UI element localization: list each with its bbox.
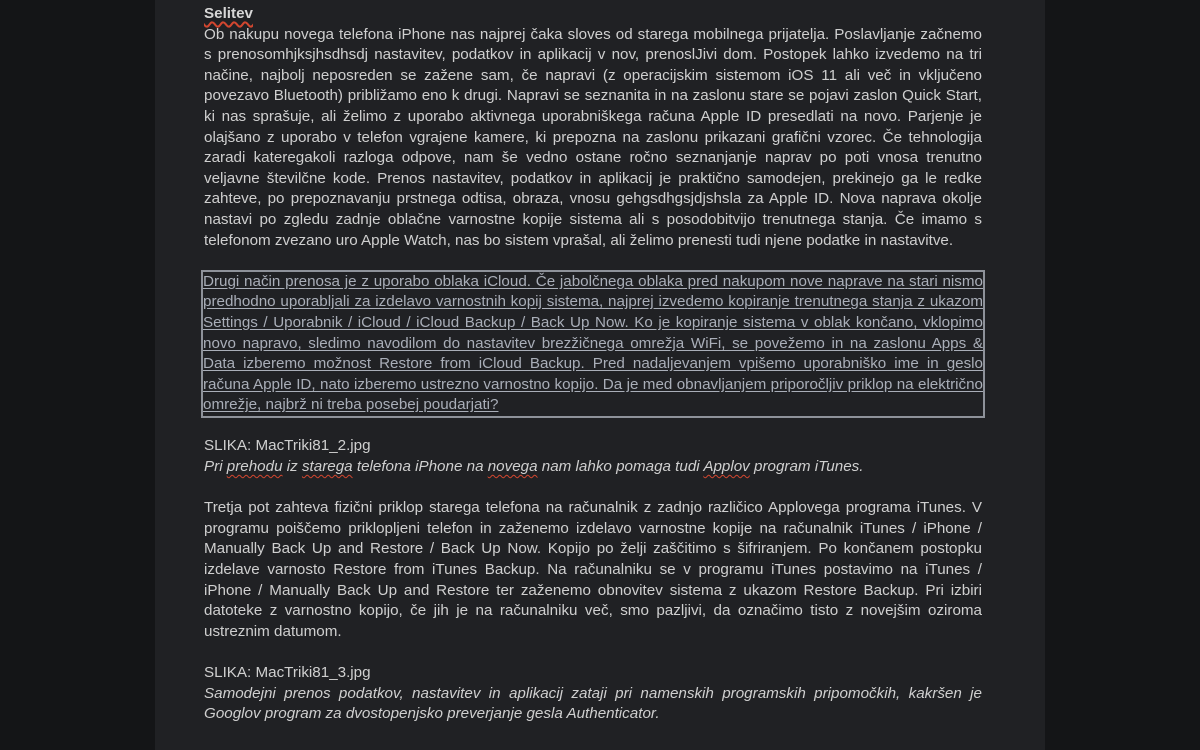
misspelled-word[interactable]: prehodu <box>226 458 283 476</box>
misspelled-word[interactable]: starega <box>301 458 353 476</box>
image-label-1: SLIKA: MacTriki81_2.jpg <box>204 437 371 455</box>
image-caption-1 <box>204 457 982 478</box>
caption-text: iz <box>282 458 302 476</box>
misspelled-word[interactable]: novega <box>487 458 538 476</box>
paragraph-gap <box>204 642 982 663</box>
paragraph-gap <box>204 251 982 272</box>
image-caption-2: Samodejni prenos podatkov, nastavitev in aplikacij zataji pri namenskih programskih pripomočkih, kakršen je Googlov program za dvostopenjsko preverjanje gesla Authenticator. <box>204 684 982 723</box>
caption-text: nam lahko pomaga tudi <box>537 458 704 476</box>
image-label-2: SLIKA: MacTriki81_3.jpg <box>204 664 371 681</box>
paragraph-gap <box>204 416 982 437</box>
section-heading: Selitev <box>204 5 253 22</box>
caption-text: program iTunes. <box>749 458 864 476</box>
paragraph-third: Tretja pot zahteva fizični priklop starega telefona na računalnik z zadnjo različico Applovega programa iTunes. V programu poiščemo priklopljeni telefon in zaženemo izdelavo varnostne kopije na računalnik iTunes / iPhone / Manually Back Up and Restore / Back Up Now. Kopijo po želji zaščitimo s šifriranjem. Po končanem postopku izdelave varnosto Restore from iTunes Backup. Na računalniku se v programu iTunes postavimo na iTunes / iPhone / Manually Back Up and Restore ter zaženemo obnovitev sistema z ukazom Restore Backup. Pri izbiri datoteke z varnostno kopijo, če jih je na računalniku več, smo pazljivi, da označimo tisto z novejšim oziroma ustreznim datumom. <box>204 499 982 640</box>
document-content[interactable] <box>204 4 982 725</box>
caption-text: telefona iPhone na <box>352 458 488 476</box>
caption-text: Pri <box>204 458 227 476</box>
paragraph-gap <box>204 478 982 499</box>
selected-paragraph[interactable]: Drugi način prenosa je z uporabo oblaka iCloud. Če jabolčnega oblaka pred nakupom nove naprave na stari nismo predhodno uporabljali za izdelavo varnostnih kopij sistema, najprej izvedemo kopiranje trenutnega stanja z ukazom Settings / Uporabnik / iCloud / iCloud Backup / Back Up Now. Ko je kopiranje sistema v oblak končano, vklopimo novo napravo, sledimo navodilom do nastavitev brezžičnega omrežja WiFi, se povežemo in na zaslonu Apps & Data izberemo možnost Restore from iCloud Backup. Pred nadaljevanjem vpišemo uporabniško ime in geslo računa Apple ID, nato izberemo ustrezno varnostno kopijo. Da je med obnavljanjem priporočljiv priklop na električno omrežje, najbrž ni treba posebej poudarjati? <box>203 272 983 416</box>
misspelled-word[interactable]: Applov <box>703 458 750 476</box>
paragraph-first: Ob nakupu novega telefona iPhone nas najprej čaka sloves od starega mobilnega prijatelja. Poslavljanje začnemo s prenosomhjksjhsdhsdj nastavitev, podatkov in aplikacij v nov, prenoslJivi dom. Postopek lahko izvedemo na tri načine, najbolj neposreden se zažene sam, če napravi (z operacijskim sistemom iOS 11 ali več in vključeno povezavo Bluetooth) približamo eno k drugi. Napravi se seznanita in na zaslonu stare se pojavi zaslon Quick Start, ki nas sprašuje, ali želimo z uporabo aktivnega uporabniškega računa Apple ID presedlati na novo. Parjenje je olajšano z uporabo v telefon vgrajene kamere, ki prepozna na zaslonu prikazani grafični vzorec. Če tehnologija zaradi kateregakoli razloga odpove, nam še vedno ostane ročno seznanjanje naprav po poti vnosa trenutno veljavne številčne kode. Prenos nastavitev, podatkov in aplikacij je praktično samodejen, prekinejo ga le redke zahteve, po prepoznavanju prstnega odtisa, obraza, vnosu gehgsdhgsjdjshsla za Apple ID. Nova naprava okolje nastavi po zgledu zadnje oblačne varnostne kopije sistema ali s posodobitvijo trenutnega stanja. Če imamo s telefonom zvezano uro Apple Watch, nas bo sistem vprašal, ali želimo prenesti tudi njene podatke in nastavitve. <box>204 25 982 249</box>
heading-line <box>204 4 982 25</box>
document-page[interactable] <box>155 0 1045 750</box>
